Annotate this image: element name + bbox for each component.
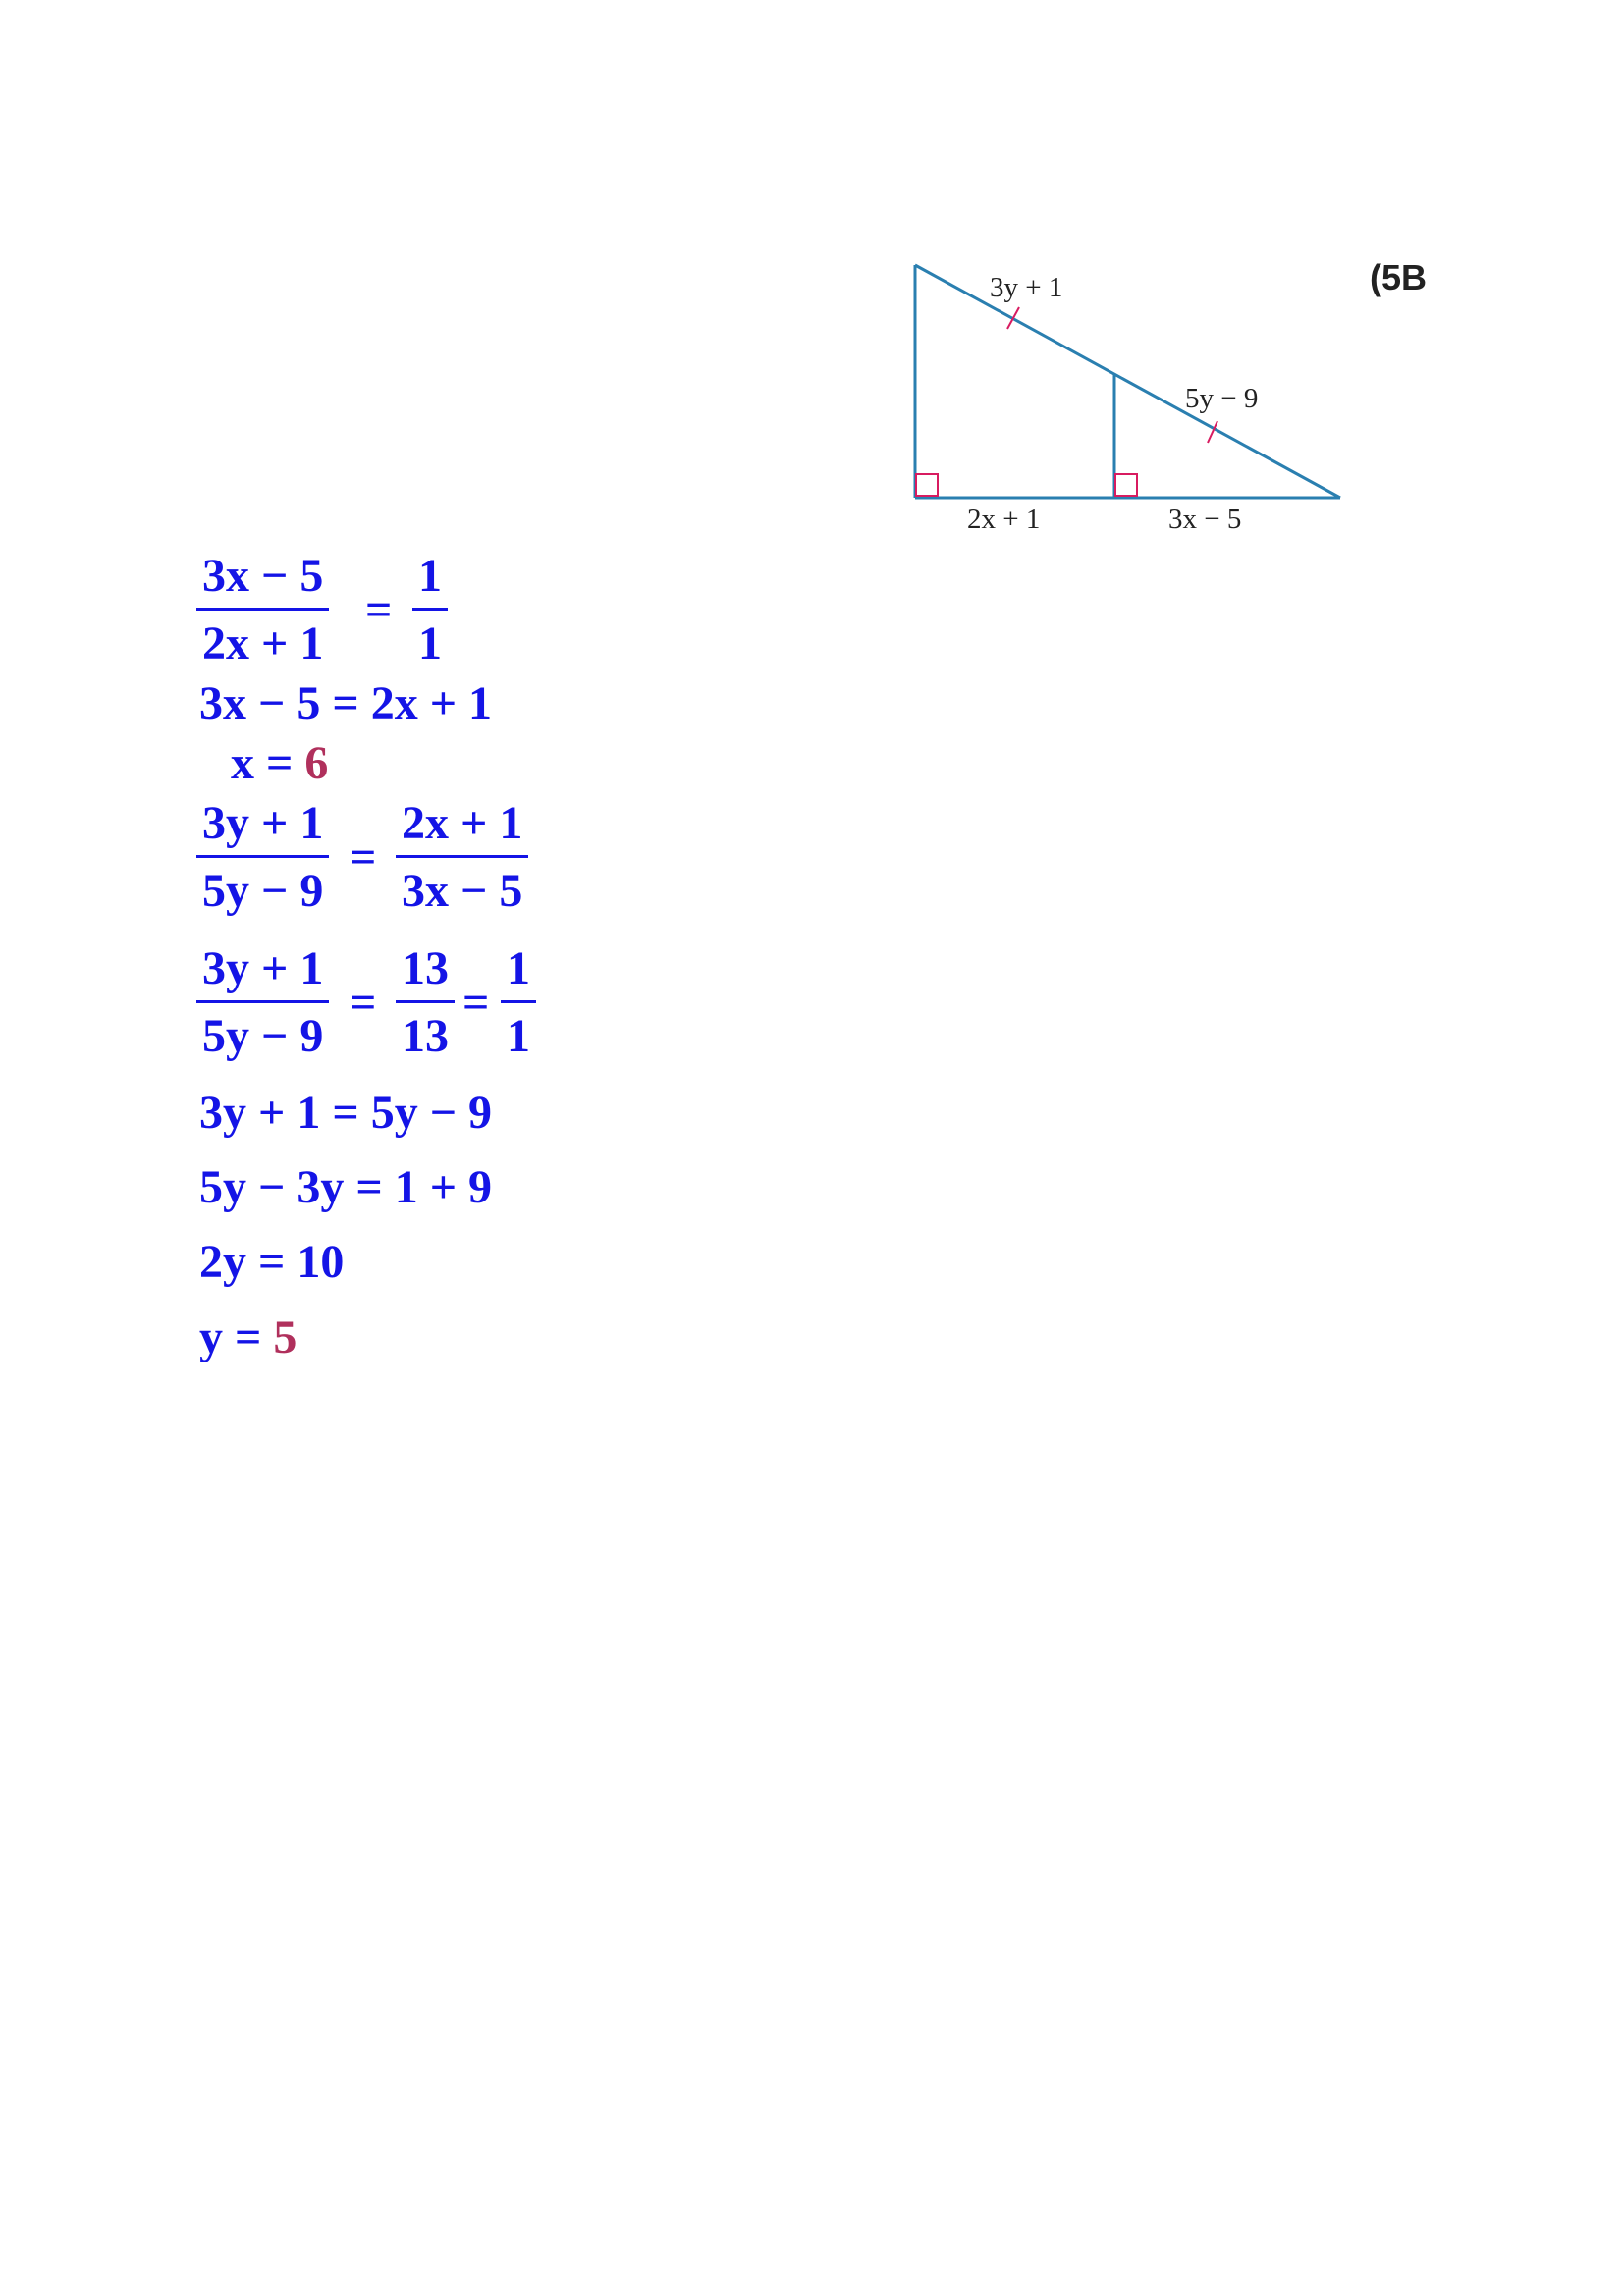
step4-numerator: 3y + 1 (196, 800, 329, 858)
step5-middle-fraction (396, 942, 455, 1062)
step5-equals-1: = (350, 977, 377, 1029)
step9-answer-y: 5 (273, 1311, 298, 1363)
step4-right-fraction (396, 797, 528, 917)
step1-denominator: 2x + 1 (202, 617, 324, 669)
step4-left-fraction (196, 797, 329, 917)
step4-equals: = (350, 831, 377, 883)
label-hyp-lower: 5y − 9 (1185, 383, 1259, 414)
step1-numerator: 3x − 5 (196, 553, 329, 611)
label-hyp-upper: 3y + 1 (990, 272, 1063, 303)
step9-solution-y (199, 1311, 298, 1363)
label-base-right: 3x − 5 (1168, 504, 1242, 535)
step4-denominator: 5y − 9 (202, 865, 324, 917)
step1-right-numerator: 1 (412, 553, 448, 611)
step1-right-denominator: 1 (418, 617, 442, 669)
step1-right-fraction (412, 550, 448, 669)
problem-number: (5B (1370, 257, 1428, 297)
step8-equation: 2y = 10 (199, 1236, 345, 1288)
step4-right-numerator: 2x + 1 (396, 800, 528, 858)
step5-numerator: 3y + 1 (196, 945, 329, 1003)
label-base-left: 2x + 1 (967, 504, 1041, 535)
step6-equation: 3y + 1 = 5y − 9 (199, 1087, 493, 1139)
step5-equals-2: = (462, 977, 490, 1029)
step2-equation: 3x − 5 = 2x + 1 (199, 677, 493, 729)
step5-denominator: 5y − 9 (202, 1010, 324, 1062)
step3-solution-x (231, 737, 329, 789)
step3-answer-x: 6 (304, 737, 329, 789)
step9-lhs: y = (199, 1311, 274, 1363)
step5-middle-numerator: 13 (396, 945, 455, 1003)
step5-right-fraction (501, 942, 536, 1062)
step3-lhs: x = (231, 737, 305, 789)
step1-left-fraction (196, 550, 329, 669)
step5-left-fraction (196, 942, 329, 1062)
step5-right-denominator: 1 (507, 1010, 530, 1062)
step1-equals: = (365, 584, 393, 636)
step5-middle-denominator: 13 (402, 1010, 449, 1062)
step7-equation: 5y − 3y = 1 + 9 (199, 1161, 493, 1213)
step4-right-denominator: 3x − 5 (402, 865, 523, 917)
step5-right-numerator: 1 (501, 945, 536, 1003)
